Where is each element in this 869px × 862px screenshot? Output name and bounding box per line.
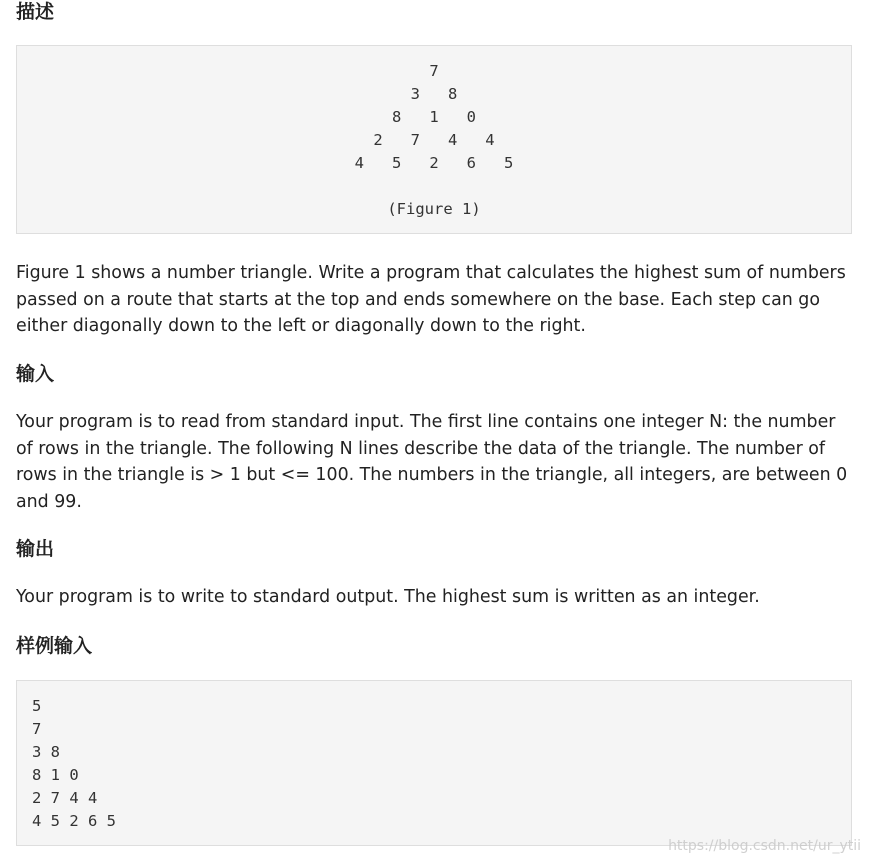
figure-box: [16, 45, 852, 234]
sample-input-line: 2 7 4 4: [32, 789, 98, 807]
figure-row: 4 5 2 6 5: [354, 154, 514, 172]
output-heading: 输出: [16, 538, 55, 560]
watermark: https://blog.csdn.net/ur_ytii: [668, 838, 861, 854]
description-text: Figure 1 shows a number triangle. Write a program that calculates the highest sum of numbers passed on a route that starts at the top and ends somewhere on the base. Each step can go either diagonally down to the left or diagonally down to the right.: [16, 263, 846, 336]
input-heading: 输入: [16, 363, 55, 385]
sample-input-line: 4 5 2 6 5: [32, 812, 116, 830]
figure-row: 2 7 4 4: [373, 131, 495, 149]
figure-row: 8 1 0: [392, 108, 476, 126]
sample-input-heading: 样例输入: [16, 635, 93, 657]
input-text: Your program is to read from standard input. The first line contains one integer N: the number of rows in the triangle. The following N lines describe the data of the triangle. The number of rows in the triangle is > 1 but <= 100. The numbers in the triangle, all integers, are between 0 and 99.: [16, 412, 848, 512]
sample-input-line: 8 1 0: [32, 766, 79, 784]
sample-input-line: 3 8: [32, 743, 60, 761]
sample-input-box: [16, 680, 852, 846]
description-heading: 描述: [16, 1, 55, 23]
figure-row: 7: [429, 62, 439, 80]
output-text: Your program is to write to standard output. The highest sum is written as an integer.: [16, 587, 760, 607]
figure-row: 3 8: [410, 85, 458, 103]
sample-input-line: 7: [32, 720, 42, 738]
sample-input-line: 5: [32, 697, 42, 715]
figure-caption: (Figure 1): [387, 200, 481, 218]
